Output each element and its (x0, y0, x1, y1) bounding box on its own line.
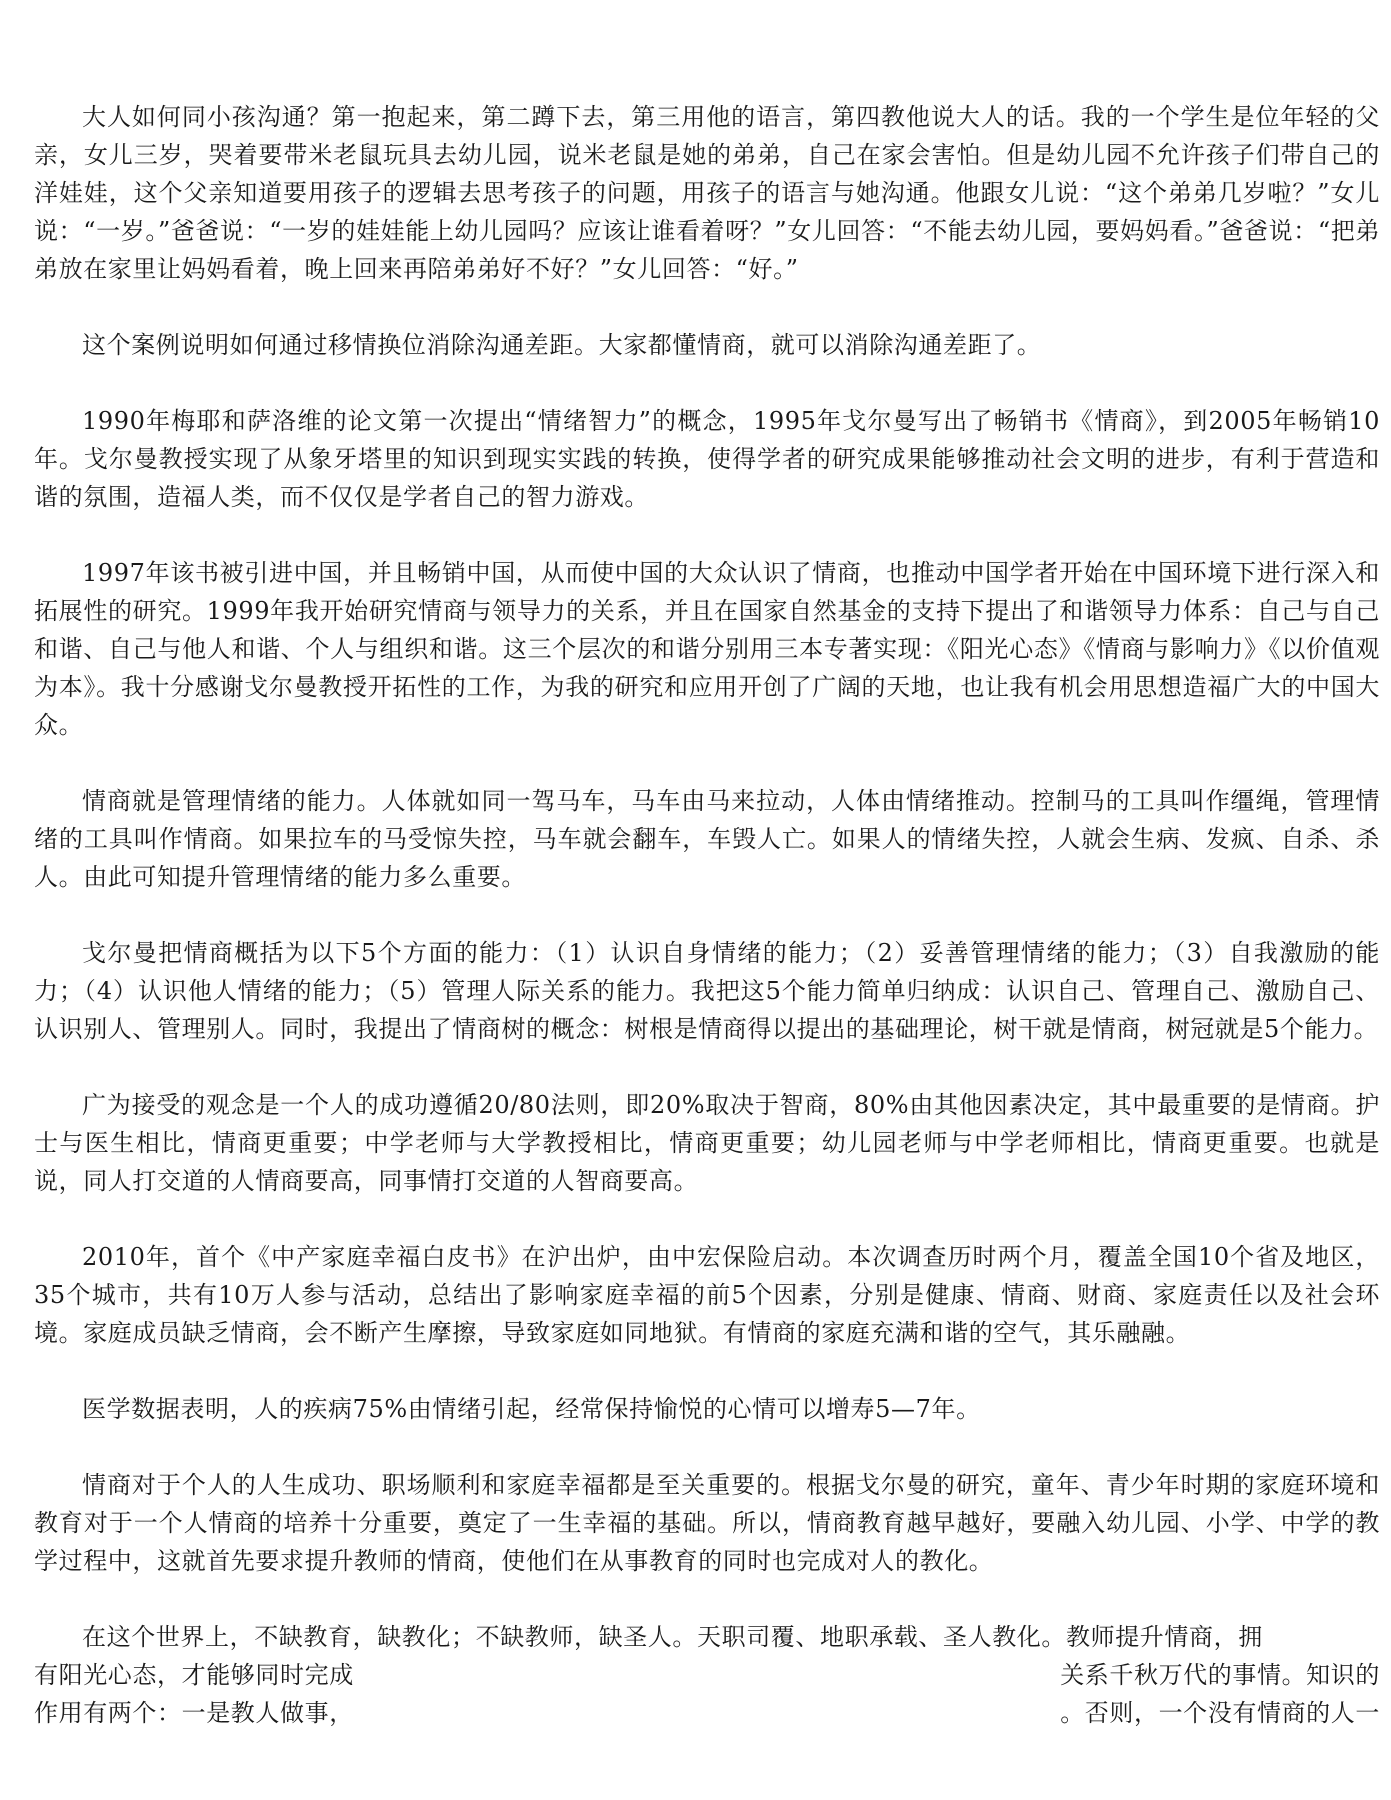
fragment-line-2-right: 。否则，一个没有情商的人一 (1060, 1699, 1380, 1727)
paragraph-11: 在这个世界上，不缺教育，缺教化；不缺教师，缺圣人。天职司覆、地职承载、圣人教化。教师提升情商，拥 (82, 1623, 1263, 1651)
paragraph-9: 医学数据表明，人的疾病75%由情绪引起，经常保持愉悦的心情可以增寿5—7年。 (82, 1395, 981, 1423)
document-page (34, 98, 1380, 1732)
paragraph-8: 2010年，首个《中产家庭幸福白皮书》在沪出炉，由中宏保险启动。本次调查历时两个月，覆盖全国10个省及地区，35个城市，共有10万人参与活动，总结出了影响家庭幸福的前5个因素，分别是健康、情商、财商、家庭责任以及社会环境。家庭成员缺乏情商，会不断产生摩擦，导致家庭如同地狱。有情商的家庭充满和谐的空气，其乐融融。 (34, 1243, 1380, 1347)
paragraph-10: 情商对于个人的人生成功、职场顺利和家庭幸福都是至关重要的。根据戈尔曼的研究，童年、青少年时期的家庭环境和教育对于一个人情商的培养十分重要，奠定了一生幸福的基础。所以，情商教育越早越好，要融入幼儿园、小学、中学的教学过程中，这就首先要求提升教师的情商，使他们在从事教育的同时也完成对人的教化。 (34, 1471, 1380, 1575)
paragraph-2: 这个案例说明如何通过移情换位消除沟通差距。大家都懂情商，就可以消除沟通差距了。 (82, 331, 1042, 359)
paragraph-6: 戈尔曼把情商概括为以下5个方面的能力：（1）认识自身情绪的能力；（2）妥善管理情绪的能力；（3）自我激励的能力；（4）认识他人情绪的能力；（5）管理人际关系的能力。我把这5个能力简单归纳成：认识自己、管理自己、激励自己、认识别人、管理别人。同时，我提出了情商树的概念：树根是情商得以提出的基础理论，树干就是情商，树冠就是5个能力。 (34, 939, 1380, 1043)
fragment-line-2-left: 作用有两个：一是教人做事， (34, 1699, 354, 1727)
fragment-line-2 (34, 1694, 1380, 1732)
paragraph-5: 情商就是管理情绪的能力。人体就如同一驾马车，马车由马来拉动，人体由情绪推动。控制马的工具叫作缰绳，管理情绪的工具叫作情商。如果拉车的马受惊失控，马车就会翻车，车毁人亡。如果人的情绪失控，人就会生病、发疯、自杀、杀人。由此可知提升管理情绪的能力多么重要。 (34, 787, 1380, 891)
paragraph-4: 1997年该书被引进中国，并且畅销中国，从而使中国的大众认识了情商，也推动中国学者开始在中国环境下进行深入和拓展性的研究。1999年我开始研究情商与领导力的关系，并且在国家自然基金的支持下提出了和谐领导力体系：自己与自己和谐、自己与他人和谐、个人与组织和谐。这三个层次的和谐分别用三本专著实现：《阳光心态》《情商与影响力》《以价值观为本》。我十分感谢戈尔曼教授开拓性的工作，为我的研究和应用开创了广阔的天地，也让我有机会用思想造福广大的中国大众。 (34, 559, 1380, 739)
paragraph-1: 大人如何同小孩沟通？第一抱起来，第二蹲下去，第三用他的语言，第四教他说大人的话。我的一个学生是位年轻的父亲，女儿三岁，哭着要带米老鼠玩具去幼儿园，说米老鼠是她的弟弟，自己在家会害怕。但是幼儿园不允许孩子们带自己的洋娃娃，这个父亲知道要用孩子的逻辑去思考孩子的问题，用孩子的语言与她沟通。他跟女儿说：“这个弟弟几岁啦？”女儿说：“一岁。”爸爸说：“一岁的娃娃能上幼儿园吗？应该让谁看着呀？”女儿回答：“不能去幼儿园，要妈妈看。”爸爸说：“把弟弟放在家里让妈妈看着，晚上回来再陪弟弟好不好？”女儿回答：“好。” (34, 103, 1380, 283)
fragment-line-1-left: 有阳光心态，才能够同时完成 (34, 1661, 354, 1689)
fragment-line-1 (34, 1656, 1380, 1694)
paragraph-7: 广为接受的观念是一个人的成功遵循20/80法则，即20%取决于智商，80%由其他因素决定，其中最重要的是情商。护士与医生相比，情商更重要；中学老师与大学教授相比，情商更重要；幼儿园老师与中学老师相比，情商更重要。也就是说，同人打交道的人情商要高，同事情打交道的人智商要高。 (34, 1091, 1380, 1195)
fragment-line-1-right: 关系千秋万代的事情。知识的 (1060, 1661, 1380, 1689)
paragraph-3: 1990年梅耶和萨洛维的论文第一次提出“情绪智力”的概念，1995年戈尔曼写出了畅销书《情商》，到2005年畅销10年。戈尔曼教授实现了从象牙塔里的知识到现实实践的转换，使得学者的研究成果能够推动社会文明的进步，有利于营造和谐的氛围，造福人类，而不仅仅是学者自己的智力游戏。 (34, 407, 1380, 511)
